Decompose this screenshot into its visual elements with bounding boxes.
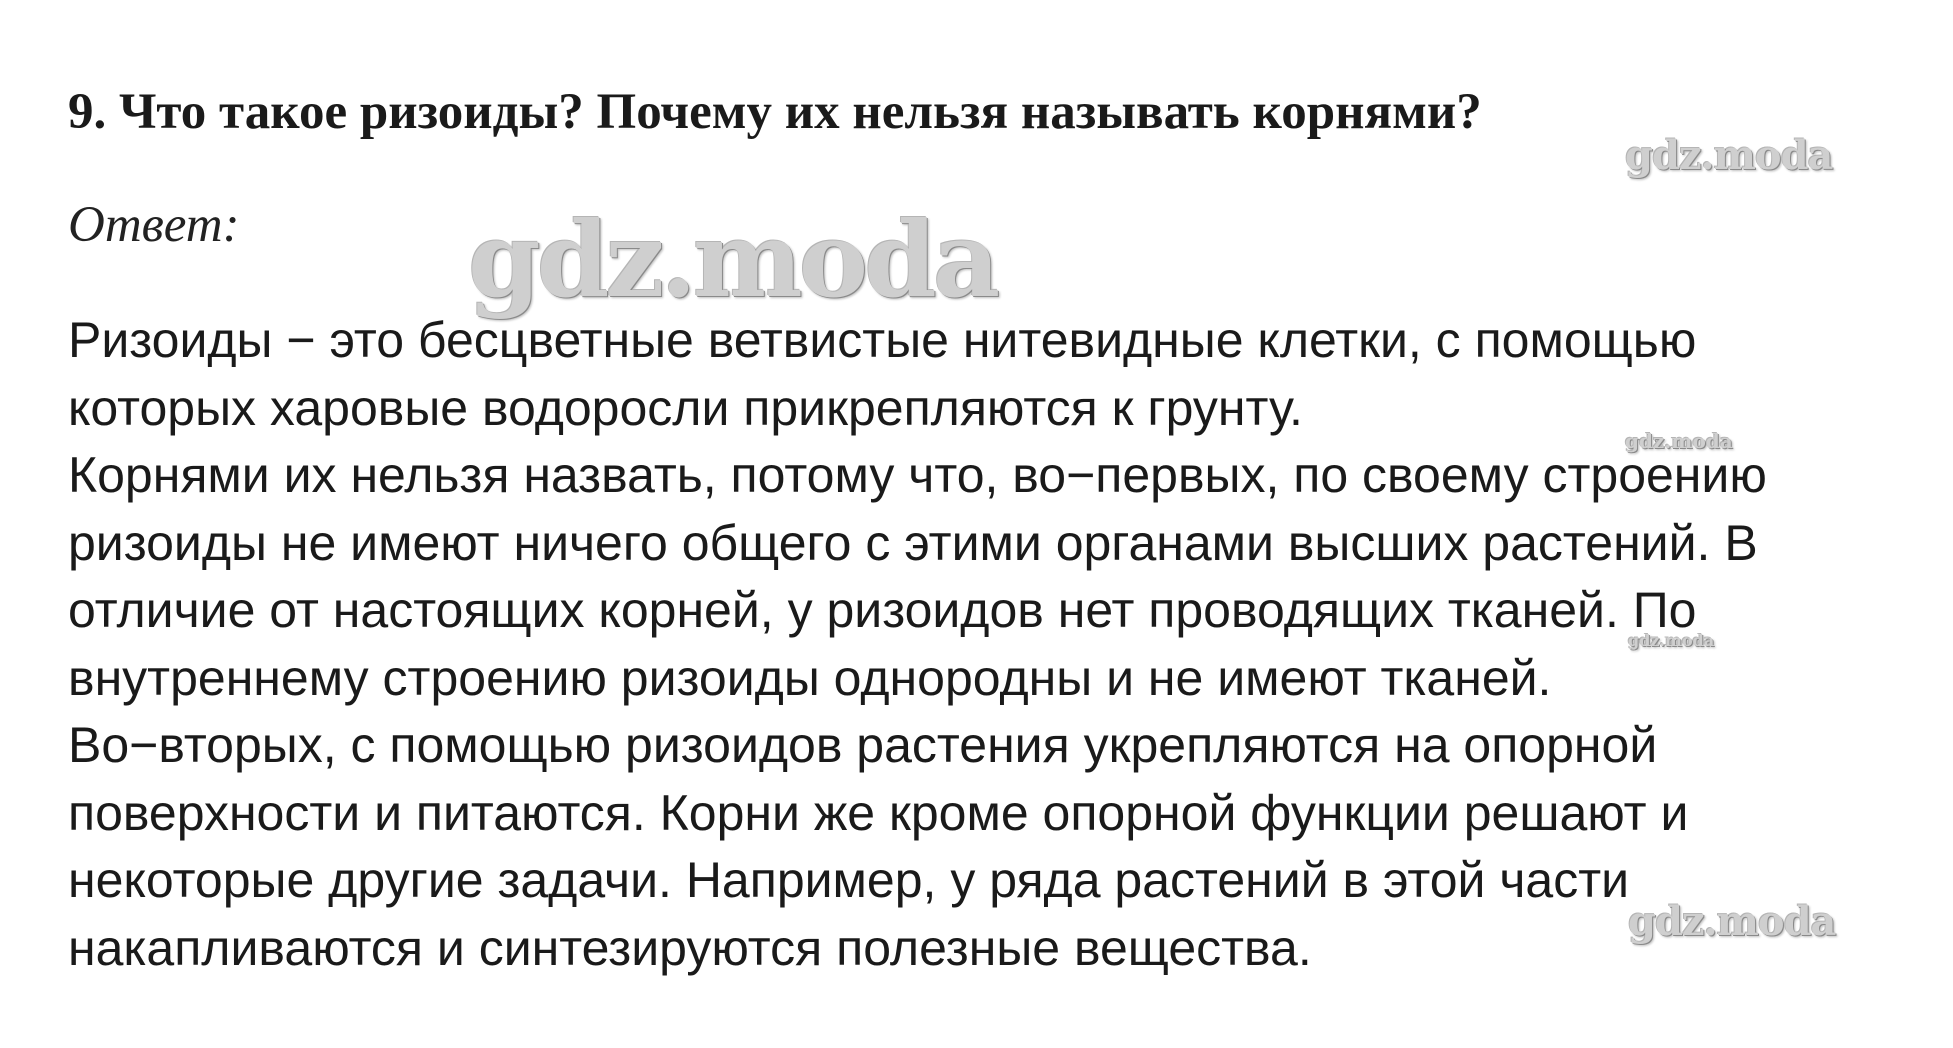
answer-line: внутреннему строению ризоиды однородны и не имеют тканей. — [68, 649, 1552, 706]
question-heading: 9. Что такое ризоиды? Почему их нельзя называть корнями? — [68, 84, 1482, 140]
watermark-top-right: gdz.moda — [1625, 132, 1833, 179]
watermark-bottom-right: gdz.moda — [1628, 898, 1836, 945]
answer-line: ризоиды не имеют ничего общего с этими органами высших растений. В — [68, 514, 1758, 571]
watermark-small: gdz.moda — [1625, 429, 1733, 453]
answer-line: некоторые другие задачи. Например, у ряда растений в этой части — [68, 852, 1630, 908]
answer-line: поверхности и питаются. Корни же кроме опорной функции решают и — [68, 784, 1689, 841]
answer-line: Корнями их нельзя назвать, потому что, во−первых, по своему строению — [68, 447, 1767, 503]
answer-line: накапливаются и синтезируются полезные вещества. — [68, 919, 1312, 976]
watermark-large: gdz.moda — [468, 198, 997, 321]
watermark-small: gdz.moda — [1628, 631, 1715, 650]
answer-line: Во−вторых, с помощью ризоидов растения укрепляются на опорной — [68, 717, 1658, 773]
answer-line: отличие от настоящих корней, у ризоидов нет проводящих тканей. По — [68, 582, 1697, 638]
answer-line: которых харовые водоросли прикрепляются к грунту. — [68, 379, 1303, 436]
answer-label: Ответ: — [68, 197, 240, 253]
answer-line: Ризоиды − это бесцветные ветвистые нитевидные клетки, с помощью — [68, 312, 1697, 368]
